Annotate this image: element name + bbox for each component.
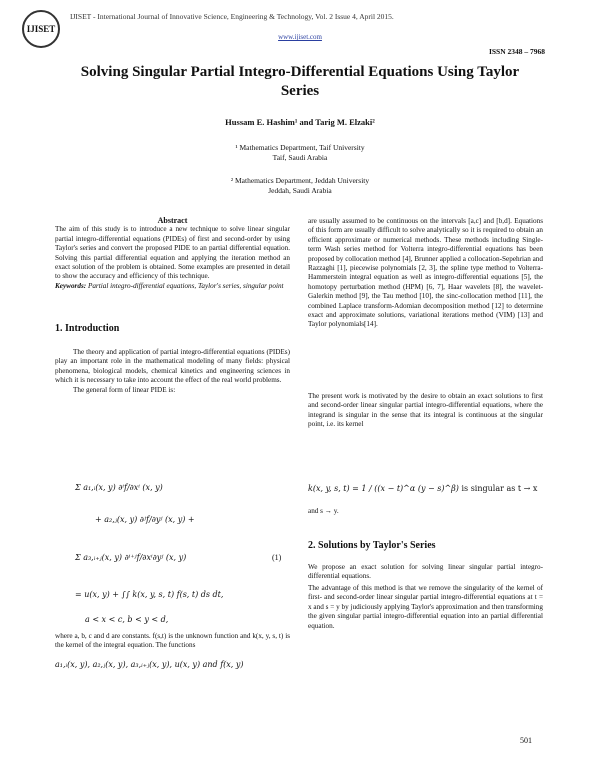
functions-list: a₁,ᵢ(x, y), a₂,ⱼ(x, y), a₃,ᵢ₊ⱼ(x, y), u(x, y) and f(x, y) [55, 660, 244, 669]
journal-header: IJISET - International Journal of Innovative Science, Engineering & Technology, Vol. 2 Issue 4, April 2015. [70, 12, 394, 21]
abstract-heading: Abstract [157, 216, 188, 225]
equation-line-5: a < x < c, b < y < d, [85, 615, 169, 624]
equation-line-4: = u(x, y) + ∫∫ k(x, y, s, t) f(s, t) ds dt, [75, 590, 224, 599]
equation-line-2: + a₂,ⱼ(x, y) ∂ʲf/∂yʲ (x, y) + [95, 515, 195, 524]
abstract-text: The aim of this study is to introduce a new technique to solve linear singular partial integro-differential equations (PIDEs) of first and second-order by using Taylor's series and convert the proposed PIDE to an partial differential equation. Solving this partial differential equation and applying the iteration method an exact solution of the problem is obtained. Some examples are presented in detail to show the accuracy and efficiency of this technique. [55, 225, 290, 281]
right-paragraph-5: The advantage of this method is that we remove the singularity of the kernel of first- and second-order linear singular partial integro-differential equations at t = x and s = y by judiciously applying Taylor's approximation and then transforming the given singular partial integro-differential equation into an partial differential equation. [308, 584, 543, 630]
intro-paragraph-2: where a, b, c and d are constants. f(s,t) is the unknown function and k(x, y, s, t) is the kernel of the integral equation. The functions [55, 632, 290, 650]
journal-logo: IJISET [22, 10, 60, 48]
right-paragraph-3: and s → y. [308, 507, 339, 515]
journal-url-link[interactable]: www.ijiset.com [278, 33, 322, 41]
intro-paragraph: The theory and application of partial integro-differential equations (PIDEs) play an important role in the mathematical modeling of many fields: physical phenomena, biological models, chemical kinetics and engineering sciences in which it is necessary to take into account the effect of the real world problems. The general form of linear PIDE is: [55, 348, 290, 394]
equation-number: (1) [272, 553, 282, 562]
section-heading-taylor: 2. Solutions by Taylor's Series [308, 540, 436, 551]
abstract [55, 216, 290, 291]
page-number: 501 [520, 736, 532, 745]
section-heading-introduction: 1. Introduction [55, 323, 120, 334]
paper-title: Solving Singular Partial Integro-Differential Equations Using Taylor Series [80, 64, 520, 99]
keywords: Keywords: Partial integro-differential equations, Taylor's series, singular point [55, 281, 284, 290]
right-paragraph-4: We propose an exact solution for solving linear singular partial integro-differential equations. [308, 563, 543, 581]
affiliation-2: ² Mathematics Department, Jeddah University Jeddah, Saudi Arabia [230, 176, 370, 195]
authors: Hussam E. Hashim¹ and Tarig M. Elzaki² [225, 117, 375, 127]
kernel-equation: k(x, y, s, t) = 1 / ((x − t)^α (y − s)^β) is singular as t → x [308, 484, 538, 493]
affiliation-1: ¹ Mathematics Department, Taif University Taif, Saudi Arabia [235, 143, 365, 162]
equation-line-1: Σ a₁,ᵢ(x, y) ∂ⁱf/∂xⁱ (x, y) [75, 483, 163, 492]
equation-line-3: Σ a₃,ᵢ₊ⱼ(x, y) ∂ⁱ⁺ʲf/∂xⁱ∂yʲ (x, y) [75, 553, 187, 562]
issn: ISSN 2348 – 7968 [488, 47, 545, 56]
right-paragraph-2: The present work is motivated by the desire to obtain an exact solutions to first and second-order linear singular partial integro-differential equations, where the integrand is singular in the sense that its integral is continuous at the singular point, i.e. its kernel [308, 392, 543, 429]
right-paragraph-1: are usually assumed to be continuous on the intervals [a,c] and [b,d]. Equations of this form are usually difficult to solve analytically so it is required to obtain an efficient approximate or numerical methods. These methods including Single-term Wash series method for Volterra integro-differential equations has been proposed by collocation method [4], Brunner applied a collocation-Sepehrian and Razzaghi [1], piecewise polynomials [2, 3], the spline type method to Volterra-Hammerstein integral equation as well as integro-differential equations [5], the homotopy perturbation method (HPM) [6, 7], Haar wavelets [8], the wavelet-Galerkin method [9], the Tau method [10], the sinc-collocation method [11], the combined Laplace transform-Adomian decomposition method [12] to determine exact and approximate solutions, variational iterations method (VIM) [13] and Taylor polynomials[14]. [308, 217, 543, 329]
